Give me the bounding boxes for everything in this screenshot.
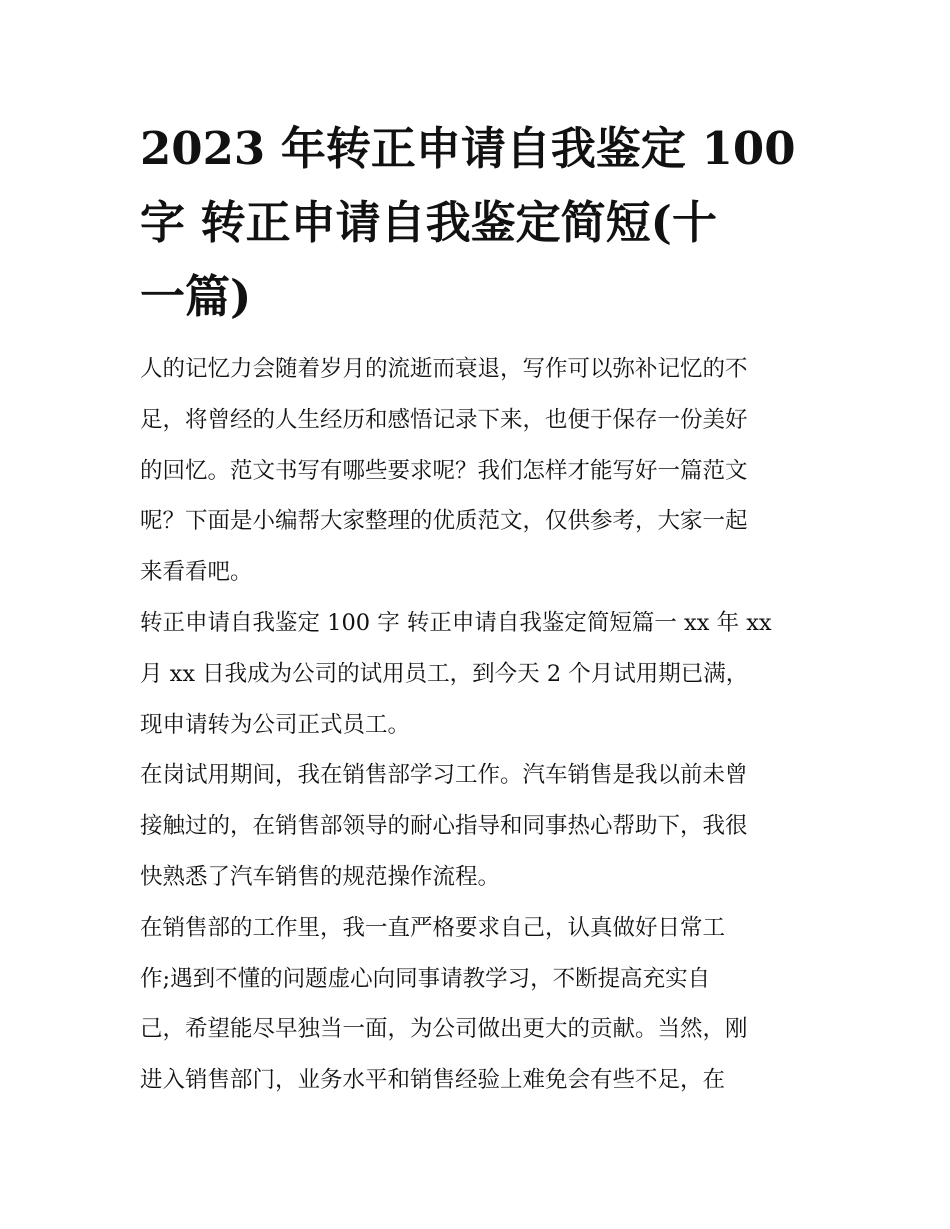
body-line: 来看看吧。 — [140, 559, 253, 586]
document-title — [140, 112, 812, 334]
title-line: 一篇) — [140, 270, 252, 323]
title-line: 字 转正申请自我鉴定简短(十 — [140, 196, 717, 249]
body-line: 快熟悉了汽车销售的规范操作流程。 — [140, 863, 501, 890]
body-line: 在销售部的工作里，我一直严格要求自己，认真做好日常工 — [140, 914, 726, 941]
body-line: 进入销售部门，业务水平和销售经验上难免会有些不足，在 — [140, 1067, 726, 1094]
body-line: 人的记忆力会随着岁月的流逝而衰退，写作可以弥补记忆的不 — [140, 356, 748, 382]
body-line: 现申请转为公司正式员工。 — [140, 711, 411, 738]
body-line: 己，希望能尽早独当一面，为公司做出更大的贡献。当然，刚 — [140, 1016, 748, 1043]
document-page — [140, 112, 812, 1106]
document-body — [140, 344, 812, 1106]
body-line: 月 xx 日我成为公司的试用员工，到今天 2 个月试用期已满， — [140, 660, 749, 687]
body-line: 作;遇到不懂的问题虚心向同事请教学习，不断提高充实自 — [140, 965, 711, 992]
body-line: 足，将曾经的人生经历和感悟记录下来，也便于保存一份美好 — [140, 406, 748, 433]
title-line: 2023 年转正申请自我鉴定 100 — [140, 122, 796, 175]
body-line: 在岗试用期间，我在销售部学习工作。汽车销售是我以前未曾 — [140, 762, 748, 789]
body-line: 转正申请自我鉴定 100 字 转正申请自我鉴定简短篇一 xx 年 xx — [140, 609, 772, 636]
body-line: 呢？下面是小编帮大家整理的优质范文，仅供参考，大家一起 — [140, 508, 748, 535]
body-line: 的回忆。范文书写有哪些要求呢？我们怎样才能写好一篇范文 — [140, 457, 748, 484]
body-line: 接触过的，在销售部领导的耐心指导和同事热心帮助下，我很 — [140, 813, 748, 840]
